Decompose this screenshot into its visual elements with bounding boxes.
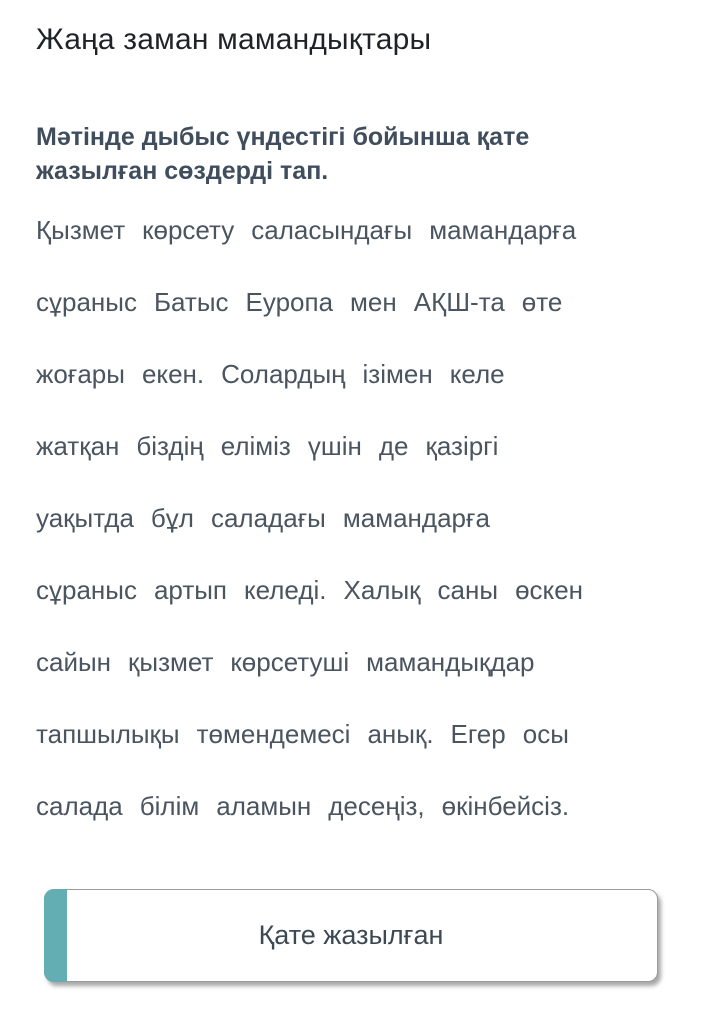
passage-text xyxy=(36,216,687,820)
word[interactable]: Егер xyxy=(450,719,506,749)
word[interactable]: сайын xyxy=(36,647,112,677)
word[interactable]: өскен xyxy=(515,575,584,605)
word[interactable]: көрсетуші xyxy=(230,647,350,677)
answer-button[interactable] xyxy=(44,889,658,982)
word[interactable]: де xyxy=(378,431,409,461)
word[interactable]: Халық xyxy=(343,575,421,605)
word[interactable]: анық. xyxy=(367,719,434,749)
text-line xyxy=(36,576,687,604)
word[interactable]: Қызмет xyxy=(36,215,126,245)
word[interactable]: Солардың xyxy=(221,359,346,389)
task-instruction: Мәтінде дыбыс үндестігі бойынша қате жазылған сөздерді тап. xyxy=(36,123,530,185)
word[interactable]: біздің xyxy=(136,431,204,461)
page-title: Жаңа заман мамандықтары xyxy=(36,23,432,56)
word[interactable]: тапшылықы xyxy=(36,719,180,749)
word[interactable]: білім xyxy=(139,791,200,821)
word[interactable]: бұл xyxy=(150,503,194,533)
word[interactable]: өте xyxy=(521,287,563,317)
word[interactable]: келеді. xyxy=(244,575,327,605)
text-line xyxy=(36,648,687,676)
answer-button-accent-bar xyxy=(44,889,67,982)
word[interactable]: мамандықдар xyxy=(366,647,535,677)
word[interactable]: саласындағы xyxy=(251,215,413,245)
text-line xyxy=(36,288,687,316)
word[interactable]: салада xyxy=(36,791,123,821)
word[interactable]: төмендемесі xyxy=(196,719,351,749)
word[interactable]: қазіргі xyxy=(425,431,499,461)
word[interactable]: мамандарға xyxy=(342,503,490,533)
word[interactable]: келе xyxy=(449,359,505,389)
word[interactable]: жоғары xyxy=(36,359,125,389)
word[interactable]: артып xyxy=(153,575,227,605)
word[interactable]: АҚШ-та xyxy=(413,287,505,317)
text-line xyxy=(36,720,687,748)
word[interactable]: Еуропа xyxy=(245,287,334,317)
word[interactable]: осы xyxy=(522,719,569,749)
word[interactable]: Батыс xyxy=(153,287,229,317)
answer-button-label: Қате жазылған xyxy=(258,920,444,950)
word[interactable]: екен. xyxy=(141,359,205,389)
word[interactable]: өкінбейсіз. xyxy=(441,791,570,821)
word[interactable]: сұраныс xyxy=(36,287,137,317)
word[interactable]: саны xyxy=(437,575,499,605)
word[interactable]: аламын xyxy=(216,791,312,821)
word[interactable]: еліміз xyxy=(220,431,291,461)
word[interactable]: мамандарға xyxy=(429,215,577,245)
text-line xyxy=(36,360,687,388)
text-line xyxy=(36,216,687,244)
word[interactable]: мен xyxy=(350,287,397,317)
word[interactable]: сұраныс xyxy=(36,575,137,605)
word[interactable]: қызмет xyxy=(128,647,214,677)
word[interactable]: көрсету xyxy=(142,215,235,245)
word[interactable]: десеңіз, xyxy=(328,791,425,821)
word[interactable]: жатқан xyxy=(36,431,120,461)
word[interactable]: үшін xyxy=(307,431,362,461)
text-line xyxy=(36,504,687,532)
word[interactable]: ізімен xyxy=(362,359,433,389)
text-line xyxy=(36,432,687,460)
word[interactable]: уақытда xyxy=(36,503,134,533)
word[interactable]: саладағы xyxy=(210,503,326,533)
text-line xyxy=(36,792,687,820)
